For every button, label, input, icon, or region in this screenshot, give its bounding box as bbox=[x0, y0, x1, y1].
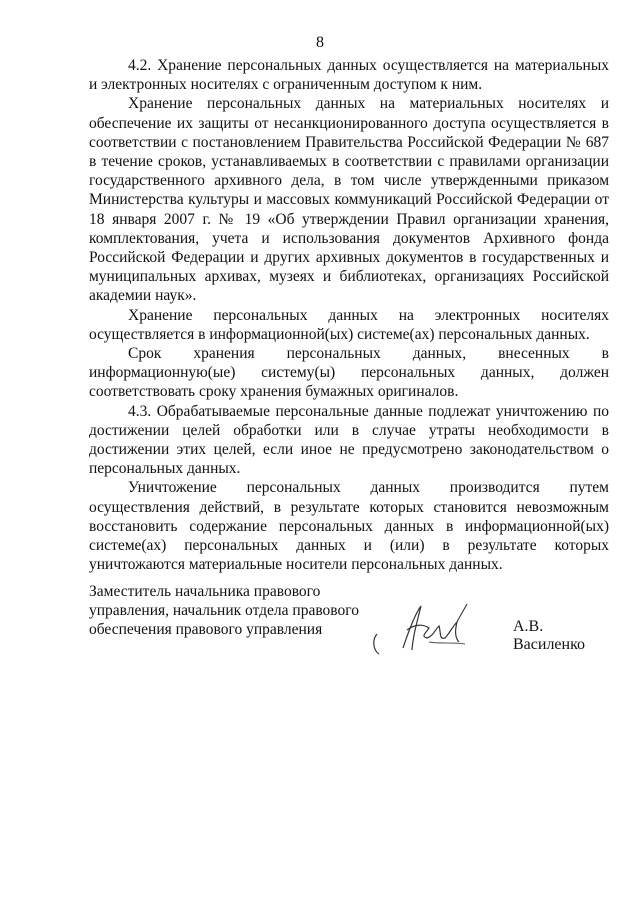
paragraph-paper-storage: Хранение персональных данных на материальных носителях и обеспечение их защиты от несанкционированного доступа осуществляется в соответствии с постановлением Правительства Российской Федерации № 687 в течение сроков, устанавливаемых в соответствии с правилами организации государственного архивного дела, в том числе утвержденными приказом Министерства культуры и массовых коммуникаций Российской Федерации от 18 января 2007 г. № 19 «Об утверждении Правил организации хранения, комплектования, учета и использования документов Архивного фонда Российской Федерации и других архивных документов в государственных и муниципальных архивах, музеях и библиотеках, организациях Российской академии наук». bbox=[89, 95, 609, 305]
paragraph-destruction: Уничтожение персональных данных производится путем осуществления действий, в результате которых становится невозможным восстановить содержание персональных данных в информационной(ых) системе(ах) персональных данных и (или) в результате которых уничтожаются материальные носители персональных данных. bbox=[89, 479, 609, 574]
handwritten-signature bbox=[369, 596, 499, 660]
paragraph-4-2: 4.2. Хранение персональных данных осуществляется на материальных и электронных носителях с ограниченным доступом к ним. bbox=[89, 57, 609, 94]
signer-name: А.В. Василенко bbox=[513, 618, 586, 653]
signer-position bbox=[89, 582, 379, 640]
document-body bbox=[89, 56, 609, 574]
paragraph-4-3: 4.3. Обрабатываемые персональные данные подлежат уничтожению по достижении целей обработки или в случае утраты необходимости в достижении этих целей, если иное не предусмотрено законодательством о персональных данных. bbox=[89, 402, 609, 478]
page-number: 8 bbox=[316, 34, 324, 51]
signer-position-line: Заместитель начальника правового bbox=[89, 583, 321, 600]
signature-block bbox=[89, 582, 619, 662]
signer-position-line: управления, начальник отдела правового bbox=[89, 602, 359, 620]
paragraph-storage-term: Срок хранения персональных данных, внесенных в информационную(ые) систему(ы) персональных данных, должен соответствовать сроку хранения бумажных оригиналов. bbox=[89, 345, 609, 401]
paragraph-electronic-storage: Хранение персональных данных на электронных носителях осуществляется в информационной(ых) системе(ах) персональных данных. bbox=[89, 306, 609, 343]
signer-position-line: обеспечения правового управления bbox=[89, 621, 323, 639]
